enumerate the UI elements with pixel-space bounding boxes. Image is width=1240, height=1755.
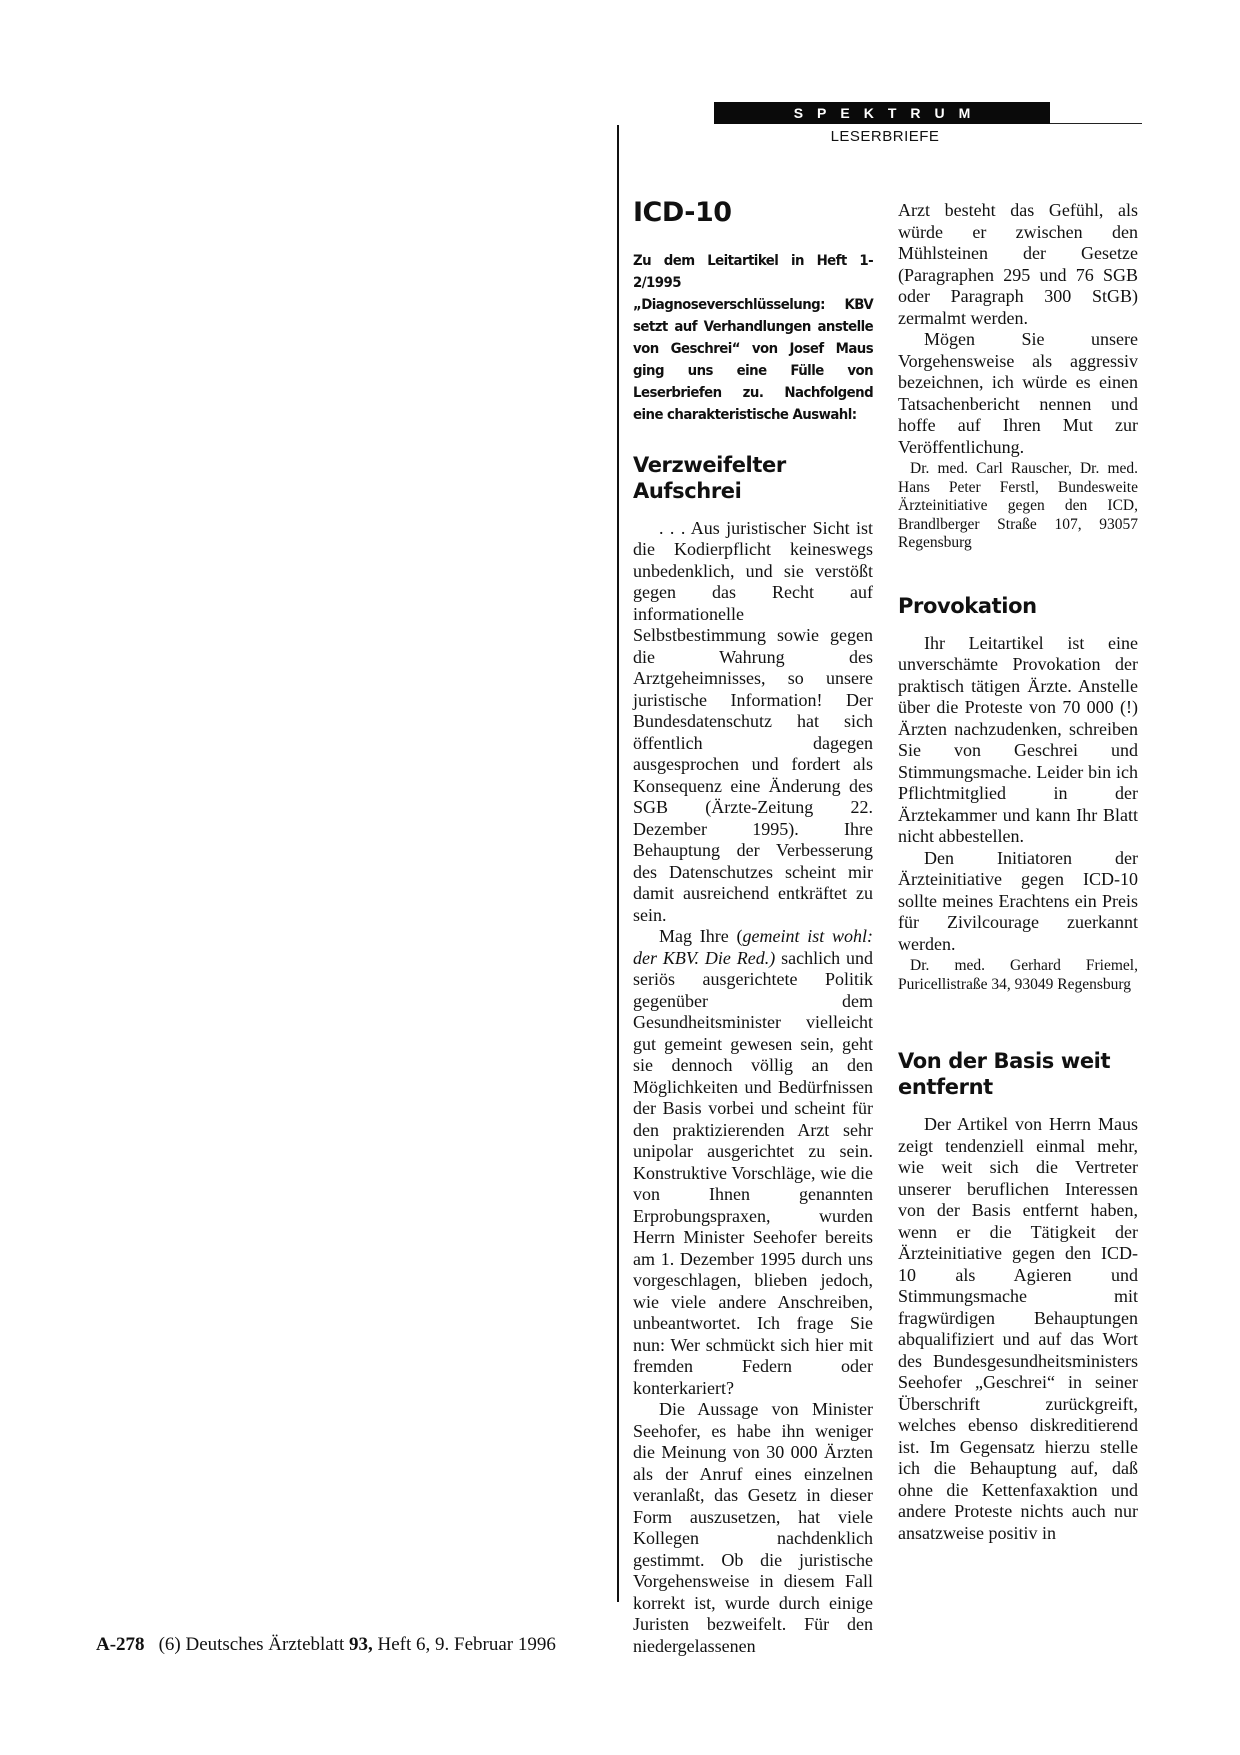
letter-heading: Von der Basis weit entfernt <box>898 1049 1111 1099</box>
header-rule <box>1050 123 1142 124</box>
letter-paragraph: Ihr Leitartikel ist eine unverschämte Provokation der praktisch tätigen Ärzte. Anstelle über die Proteste von 70 000 (!) Ärzten nachzudenken, schreiben Sie von Geschrei und Stimmungsmache. Leider bin ich Pflichtmitglied in der Ärztekammer und kann Ihr Blatt nicht abbestellen. <box>898 632 1138 846</box>
column-right <box>898 200 1138 1544</box>
section-banner: SPEKTRUM <box>714 102 1050 124</box>
letter-paragraph: Der Artikel von Herrn Maus zeigt tendenziell einmal mehr, wie weit sich die Vertreter unserer beruflichen Interessen von der Basis entfernt haben, wenn er die Tätigkeit der Ärzteinitiative gegen den ICD-10 als Agieren und Stimmungsmache mit fragwürdigen Behauptungen abqualifiziert und auf das Wort des Bundesgesundheitsministers Seehofer „Geschrei“ in seiner Überschrift zurückgreift, welches ebenso diskreditierend ist. Im Gegensatz hierzu stelle ich die Behauptung auf, daß ohne die Kettenfaxaktion und andere Proteste nichts auch nur ansatzweise positiv in <box>898 1114 1138 1543</box>
article-title: ICD-10 <box>633 197 732 228</box>
column-left <box>633 198 873 1657</box>
letter-paragraph: Mögen Sie unsere Vorgehensweise als aggressiv bezeichnen, ich würde es einen Tatsachenbericht nennen und hoffe auf Ihren Mut zur Veröffentlichung. <box>898 329 1138 457</box>
letter-signature: Dr. med. Carl Rauscher, Dr. med. Hans Peter Ferstl, Bundesweite Ärzteinitiative gegen den ICD, Brandlberger Straße 107, 93057 Regensburg <box>898 460 1138 551</box>
footer-source: (6) Deutsches Ärzteblatt <box>158 1634 350 1655</box>
column-rule <box>617 125 619 1602</box>
page-number: A-278 <box>96 1634 145 1655</box>
text-run: Mag Ihre ( <box>659 926 743 946</box>
letter-heading: Verzweifelter Aufschrei <box>633 452 786 503</box>
letter-heading: Provokation <box>898 593 1037 618</box>
editorial-note: gemeint ist wohl: der KBV. Die Red.) <box>633 926 873 968</box>
letter-paragraph: . . . Aus juristischer Sicht ist die Kodierpflicht keineswegs unbedenklich, und sie verstößt gegen das Recht auf informationelle Selbstbestimmung sowie gegen die Wahrung des Arztgeheimnisses, so unsere juristische Information! Der Bundesdatenschutz hat sich öffentlich dagegen ausgesprochen und fordert als Konsequenz eine Änderung des SGB (Ärzte-Zeitung 22. Dezember 1995). Ihre Behauptung der Verbesserung des Datenschutzes scheint mir damit ausreichend entkräftet zu sein. <box>633 517 873 925</box>
letter-paragraph <box>633 926 873 1399</box>
footer-issue: Heft 6, 9. Februar 1996 <box>372 1634 556 1655</box>
text-run: sachlich und seriös ausgerichtete Politik gegenüber dem Gesundheitsminister vielleicht gut gemeint gewesen sein, geht sie dennoch völlig an den Möglichkeiten und Bedürfnissen der Basis vorbei und scheint für den praktizierenden Arzt sehr unipolar ausgerichtet zu sein. Konstruktive Vorschläge, wie die von Ihnen genannten Erprobungspraxen, wurden Herrn Minister Seehofer bereits am 1. Dezember 1995 durch uns vorgeschlagen, blieben jedoch, wie viele andere Anschreiben, unbeantwortet. Ich frage Sie nun: Wer schmückt sich hier mit fremden Federn oder konterkariert? <box>633 947 873 1398</box>
page-footer <box>96 1634 556 1656</box>
letter-signature: Dr. med. Gerhard Friemel, Puricellistraße 34, 93049 Regensburg <box>898 957 1138 993</box>
spacer <box>898 994 1138 1048</box>
footer-volume: 93, <box>349 1634 373 1655</box>
letter-paragraph: Die Aussage von Minister Seehofer, es habe ihn weniger die Meinung von 30 000 Ärzten als der Anruf eines einzelnen veranlaßt, das Gesetz in dieser Form auszusetzen, hat viele Kollegen nachdenklich gestimmt. Ob die juristische Vorgehensweise in diesem Fall korrekt ist, wurde durch einige Juristen bezweifelt. Für den niedergelassenen <box>633 1399 873 1656</box>
subsection-label: LESERBRIEFE <box>830 128 940 145</box>
letter-paragraph: Den Initiatoren der Ärzteinitiative gegen ICD-10 sollte meines Erachtens ein Preis für Zivilcourage zuerkannt werden. <box>898 847 1138 954</box>
article-intro: Zu dem Leitartikel in Heft 1-2/1995 „Diagnoseverschlüsselung: KBV setzt auf Verhandlungen anstelle von Geschrei“ von Josef Maus ging uns eine Fülle von Leserbriefen zu. Nachfolgend eine charakteristische Auswahl: <box>633 252 874 423</box>
spacer <box>898 553 1138 593</box>
letter-paragraph: Arzt besteht das Gefühl, als würde er zwischen den Mühlsteinen der Gesetze (Paragraphen 295 und 76 SGB oder Paragraph 300 StGB) zermalmt werden. <box>898 200 1138 328</box>
